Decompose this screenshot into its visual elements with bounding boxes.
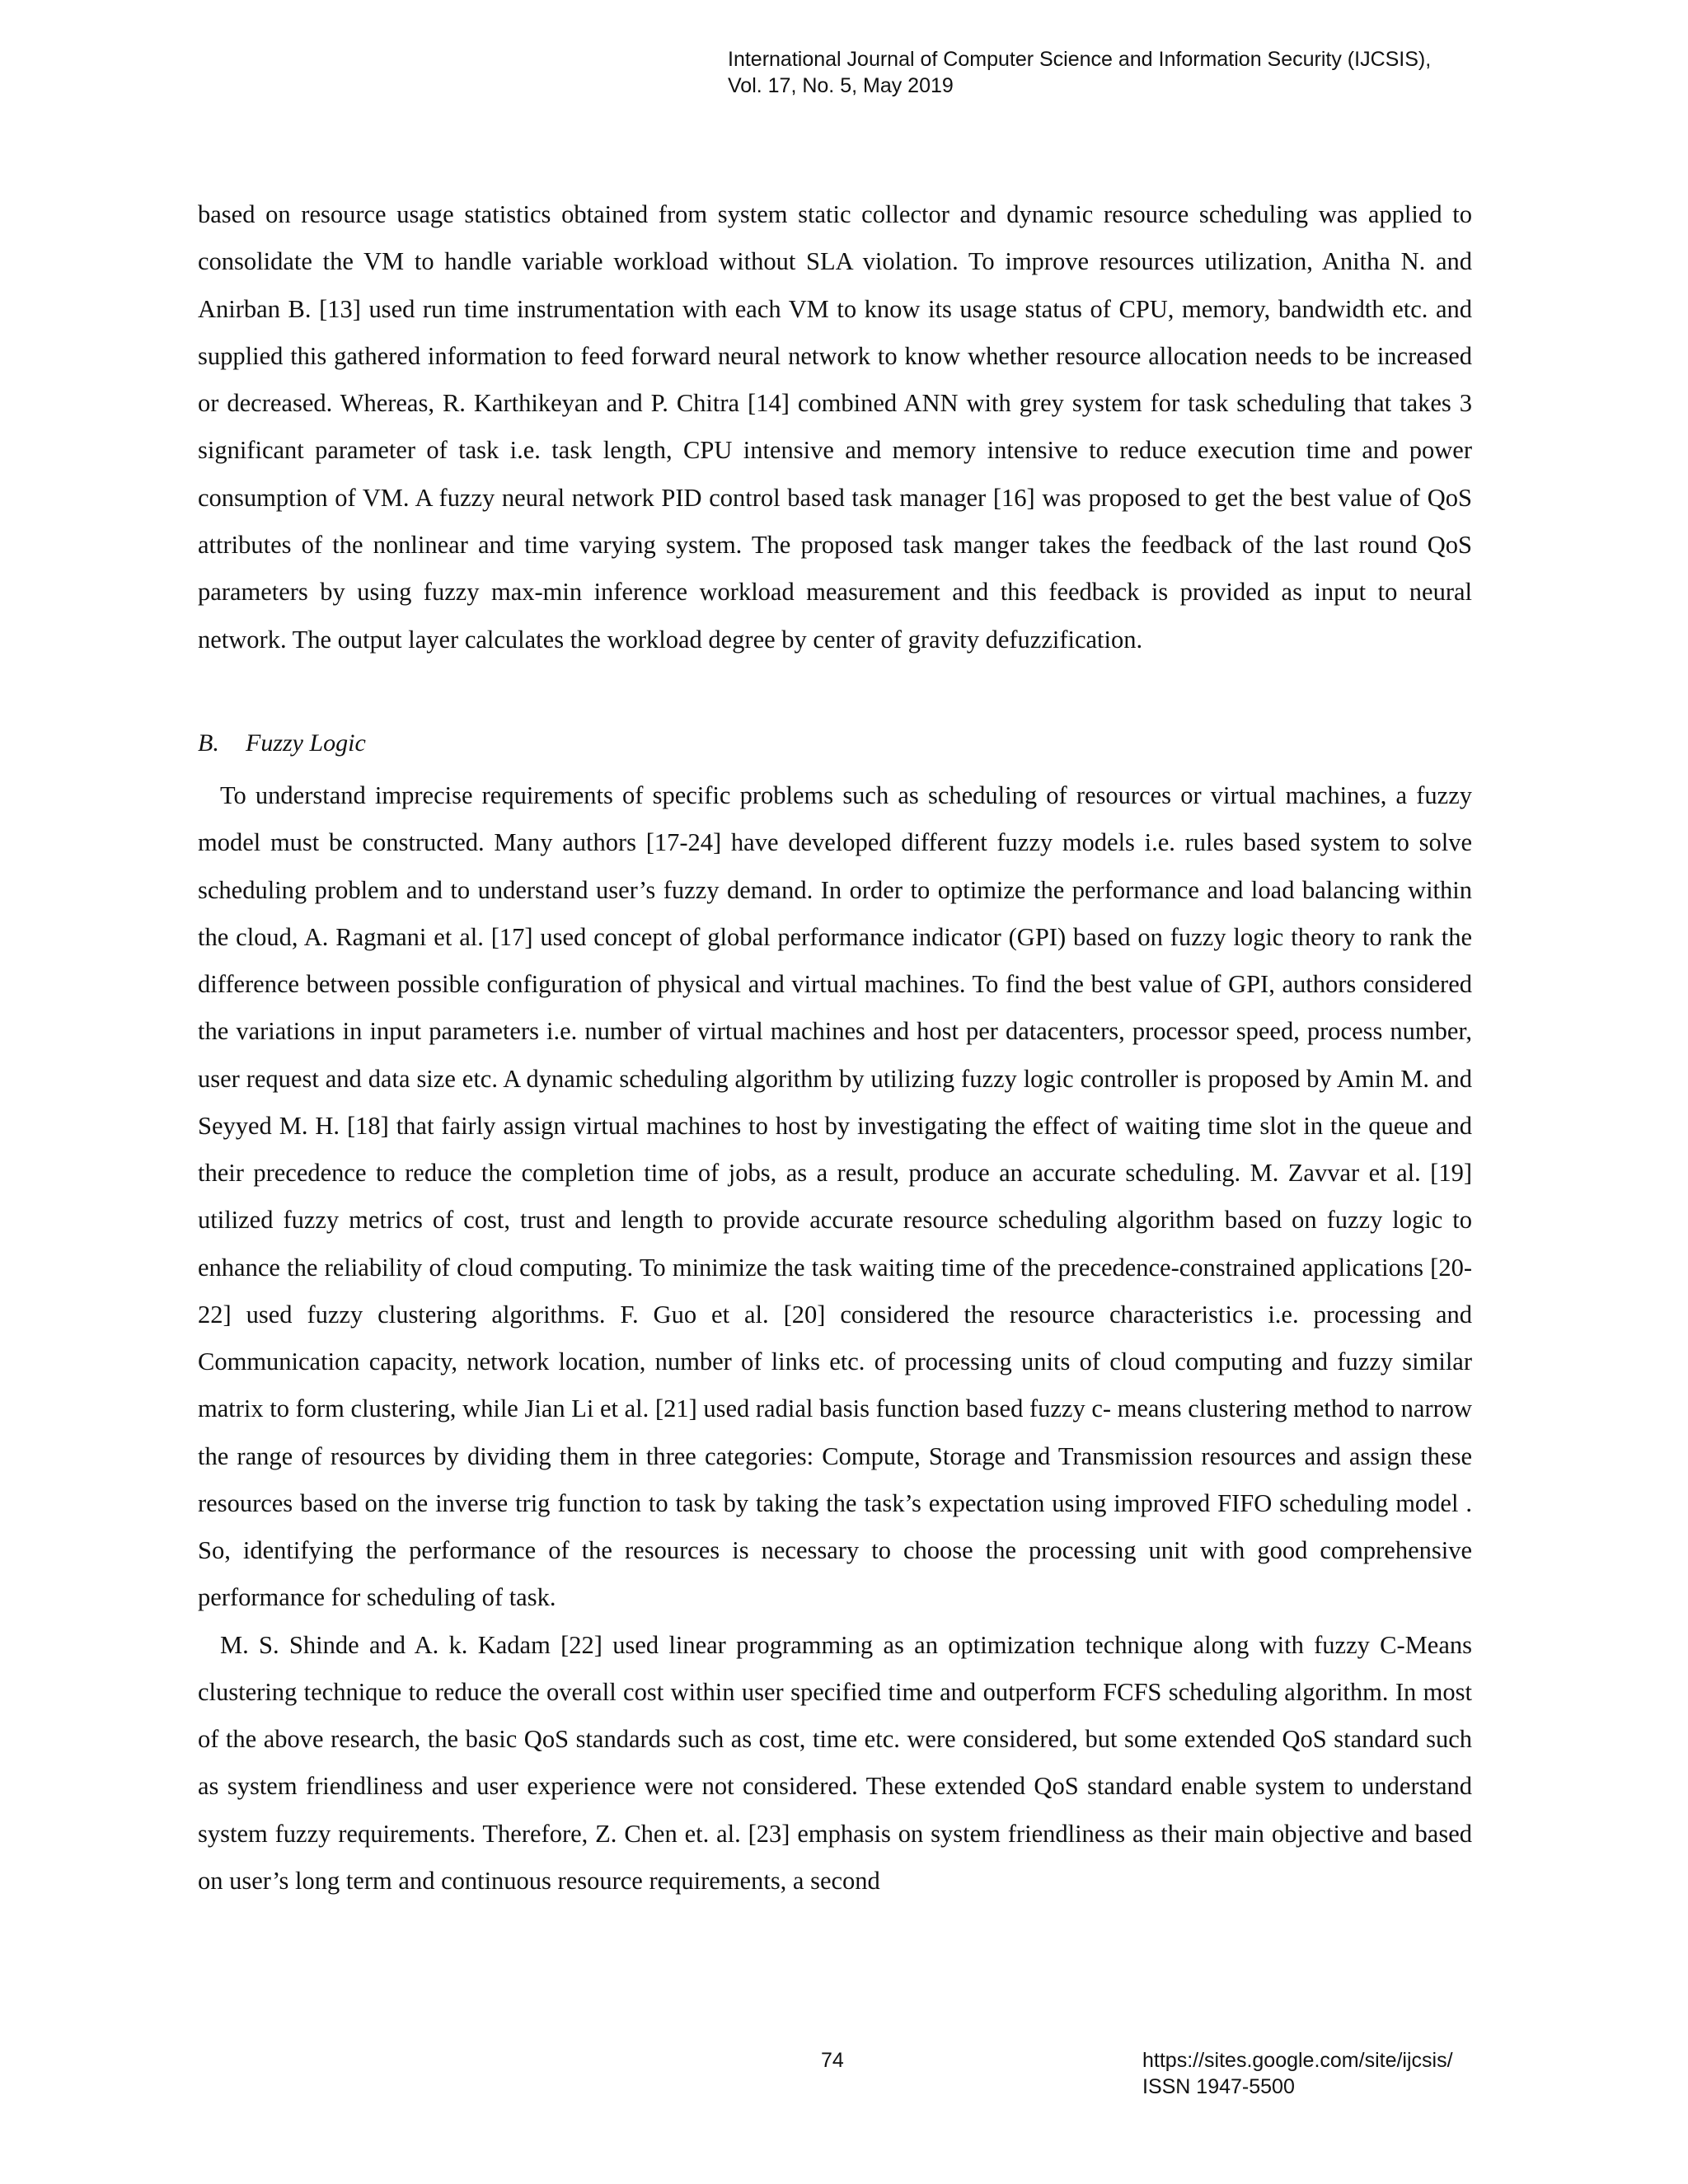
paragraph-continuation: based on resource usage statistics obtained from system static collector and dynamic resource scheduling was applied to consolidate the VM to handle variable workload without SLA violation. To improve resources utilization, Anitha N. and Anirban B. [13] used run time instrumentation with each VM to know its usage status of CPU, memory, bandwidth etc. and supplied this gathered information to feed forward neural network to know whether resource allocation needs to be increased or decreased. Whereas, R. Karthikeyan and P. Chitra [14] combined ANN with grey system for task scheduling that takes 3 significant parameter of task i.e. task length, CPU intensive and memory intensive to reduce execution time and power consumption of VM. A fuzzy neural network PID control based task manager [16] was proposed to get the best value of QoS attributes of the nonlinear and time varying system. The proposed task manger takes the feedback of the last round QoS parameters by using fuzzy max-min inference workload measurement and this feedback is provided as input to neural network. The output layer calculates the workload degree by center of gravity defuzzification.: [198, 200, 1472, 654]
section-title: Fuzzy Logic: [246, 729, 366, 757]
page-number: 74: [821, 2049, 844, 2072]
footer-issn: ISSN 1947-5500: [1142, 2075, 1295, 2098]
body-text-section: [198, 772, 1472, 1905]
paragraph-shinde-kadam: M. S. Shinde and A. k. Kadam [22] used linear programming as an optimization technique along with fuzzy C-Means clustering technique to reduce the overall cost within user specified time and outperform FCFS scheduling algorithm. In most of the above research, the basic QoS standards such as cost, time etc. were considered, but some extended QoS standard such as system friendliness and user experience were not considered. These extended QoS standard enable system to understand system fuzzy requirements. Therefore, Z. Chen et. al. [23] emphasis on system friendliness as their main objective and based on user’s long term and continuous resource requirements, a second: [198, 1630, 1472, 1895]
journal-title-line: International Journal of Computer Science and Information Security (IJCSIS),: [728, 48, 1432, 71]
footer-url: https://sites.google.com/site/ijcsis/: [1142, 2049, 1453, 2072]
section-heading: [198, 727, 366, 760]
section-number: B.: [198, 729, 219, 757]
journal-header: [728, 46, 1552, 99]
body-text-top: [198, 191, 1472, 663]
footer-info: [1142, 2047, 1453, 2100]
paragraph-fuzzy-models: To understand imprecise requirements of specific problems such as scheduling of resources or virtual machines, a fuzzy model must be constructed. Many authors [17-24] have developed different fuzzy models i.e. rules based system to solve scheduling problem and to understand user’s fuzzy demand. In order to optimize the performance and load balancing within the cloud, A. Ragmani et al. [17] used concept of global performance indicator (GPI) based on fuzzy logic theory to rank the difference between possible configuration of physical and virtual machines. To find the best value of GPI, authors considered the variations in input parameters i.e. number of virtual machines and host per datacenters, processor speed, process number, user request and data size etc. A dynamic scheduling algorithm by utilizing fuzzy logic controller is proposed by Amin M. and Seyyed M. H. [18] that fairly assign virtual machines to host by investigating the effect of waiting time slot in the queue and their precedence to reduce the completion time of jobs, as a result, produce an accurate scheduling. M. Zavvar et al. [19] utilized fuzzy metrics of cost, trust and length to provide accurate resource scheduling algorithm based on fuzzy logic to enhance the reliability of cloud computing. To minimize the task waiting time of the precedence-constrained applications [20-22] used fuzzy clustering algorithms. F. Guo et al. [20] considered the resource characteristics i.e. processing and Communication capacity, network location, number of links etc. of processing units of cloud computing and fuzzy similar matrix to form clustering, while Jian Li et al. [21] used radial basis function based fuzzy c- means clustering method to narrow the range of resources by dividing them in three categories: Compute, Storage and Transmission resources and assign these resources based on the inverse trig function to task by taking the task’s expectation using improved FIFO scheduling model . So, identifying the performance of the resources is necessary to choose the processing unit with good comprehensive performance for scheduling of task.: [198, 781, 1472, 1612]
journal-volume-line: Vol. 17, No. 5, May 2019: [728, 74, 954, 97]
